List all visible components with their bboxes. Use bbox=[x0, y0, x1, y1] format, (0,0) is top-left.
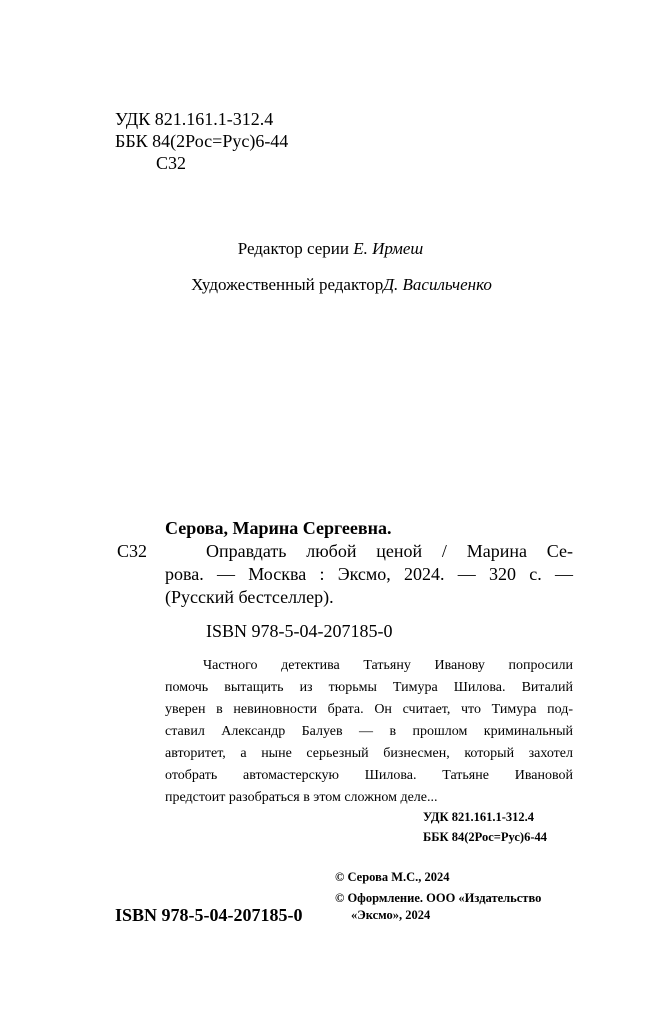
copyright-design-line2: «Эксмо», 2024 bbox=[351, 908, 431, 922]
art-editor-line bbox=[0, 274, 661, 296]
annotation-line: ставил Александр Балуев — в прошлом криминальный bbox=[165, 724, 573, 739]
record-author-heading: Серова, Марина Сергеевна. bbox=[165, 518, 392, 538]
author-mark-top: С32 bbox=[156, 153, 187, 173]
udk-code-bottom: УДК 821.161.1-312.4 bbox=[423, 810, 534, 824]
annotation-line: помочь вытащить из тюрьмы Тимура Шилова. Виталий bbox=[165, 680, 573, 695]
record-isbn: ISBN 978-5-04-207185-0 bbox=[206, 621, 393, 641]
record-description-line: рова. — Москва : Эксмо, 2024. — 320 с. — bbox=[165, 564, 573, 584]
art-editor-label: Художественный редактор bbox=[191, 275, 384, 294]
record-description-line: Оправдать любой ценой / Марина Се- bbox=[206, 541, 573, 561]
series-editor-line bbox=[0, 238, 661, 260]
series-editor-label: Редактор серии bbox=[237, 239, 349, 258]
series-editor-name: Е. Ирмеш bbox=[353, 239, 424, 258]
bbk-code-bottom: ББК 84(2Рос=Рус)6-44 bbox=[423, 830, 547, 844]
annotation-line: уверен в невиновности брата. Он считает, что Тимура под- bbox=[165, 702, 573, 717]
annotation-line: отобрать автомастерскую Шилова. Татьяне Ивановой bbox=[165, 768, 573, 783]
footer-isbn: ISBN 978-5-04-207185-0 bbox=[115, 905, 303, 925]
udk-code-top: УДК 821.161.1-312.4 bbox=[115, 109, 274, 129]
annotation-line: авторитет, а ныне серьезный бизнесмен, который захотел bbox=[165, 746, 573, 761]
annotation-line: Частного детектива Татьяну Иванову попросили bbox=[203, 658, 573, 673]
record-description-line: (Русский бестселлер). bbox=[165, 587, 334, 607]
bbk-code-top: ББК 84(2Рос=Рус)6-44 bbox=[115, 131, 289, 151]
art-editor-name: Д. Васильченко bbox=[383, 275, 492, 294]
record-mark: С32 bbox=[117, 541, 148, 561]
annotation-line: предстоит разобраться в этом сложном деле... bbox=[165, 790, 438, 805]
copyright-design-line1: © Оформление. ООО «Издательство bbox=[335, 891, 542, 905]
copyright-author: © Серова М.С., 2024 bbox=[335, 870, 450, 884]
